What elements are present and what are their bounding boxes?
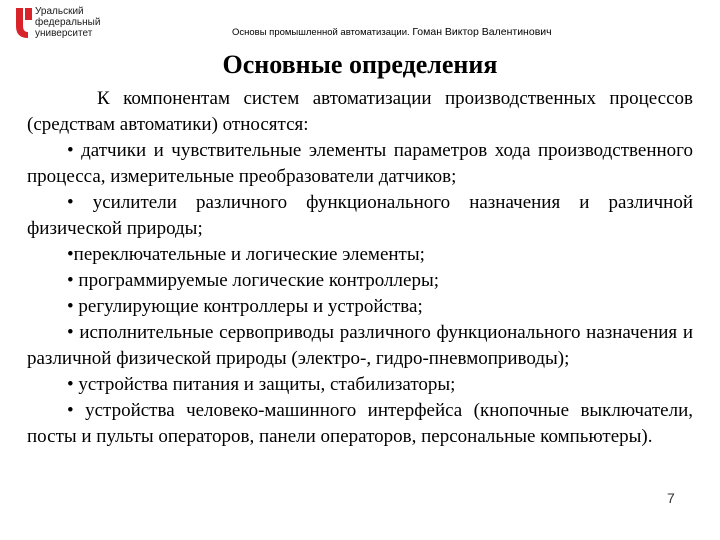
bullet-icon: • [67, 322, 74, 343]
bullet-item [27, 320, 693, 372]
bullet-text: регулирующие контроллеры и устройства; [73, 296, 423, 317]
bullet-text: исполнительные сервоприводы различного функционального назначения и различной физической природы (электро-, гидро-пневмоприводы); [27, 322, 693, 369]
slide-body [27, 86, 693, 450]
intro-paragraph: К компонентам систем автоматизации производственных процессов (средствам автоматики) относятся: [27, 88, 693, 135]
bullet-icon: • [67, 296, 74, 317]
course-name: Основы промышленной автоматизации. [232, 27, 410, 38]
university-logo [14, 6, 124, 46]
page-number: 7 [667, 490, 675, 506]
bullet-icon: • [67, 244, 74, 265]
bullet-text: датчики и чувствительные элементы параметров хода производственного процесса, измерительные преобразователи датчиков; [27, 140, 693, 187]
bullet-item [27, 398, 693, 450]
bullet-icon: • [67, 400, 74, 421]
bullet-item [27, 372, 693, 398]
bullet-item [27, 138, 693, 190]
bullet-item [27, 294, 693, 320]
logo-line-2: федеральный [35, 17, 101, 28]
bullet-item [27, 268, 693, 294]
bullet-item [27, 242, 693, 268]
bullet-icon: • [67, 140, 74, 161]
logo-text [35, 6, 100, 39]
bullet-text: переключательные и логические элементы; [73, 244, 425, 265]
bullet-text: усилители различного функционального назначения и различной физической природы; [27, 192, 693, 239]
bullet-icon: • [67, 374, 74, 395]
ural-logo-icon [14, 6, 34, 40]
bullet-icon: • [67, 270, 74, 291]
slide-header [232, 26, 552, 38]
slide-title: Основные определения [222, 50, 498, 79]
bullet-text: устройства человеко-машинного интерфейса (кнопочные выключатели, посты и пульты операторов, панели операторов, персональные компьютеры). [27, 400, 693, 447]
bullet-text: программируемые логические контроллеры; [73, 270, 439, 291]
bullet-icon: • [67, 192, 74, 213]
bullet-item [27, 190, 693, 242]
author-name: Гоман Виктор Валентинович [412, 26, 552, 38]
logo-line-3: университет [35, 28, 93, 39]
bullet-text: устройства питания и защиты, стабилизаторы; [73, 374, 456, 395]
logo-line-1: Уральский [35, 6, 84, 17]
